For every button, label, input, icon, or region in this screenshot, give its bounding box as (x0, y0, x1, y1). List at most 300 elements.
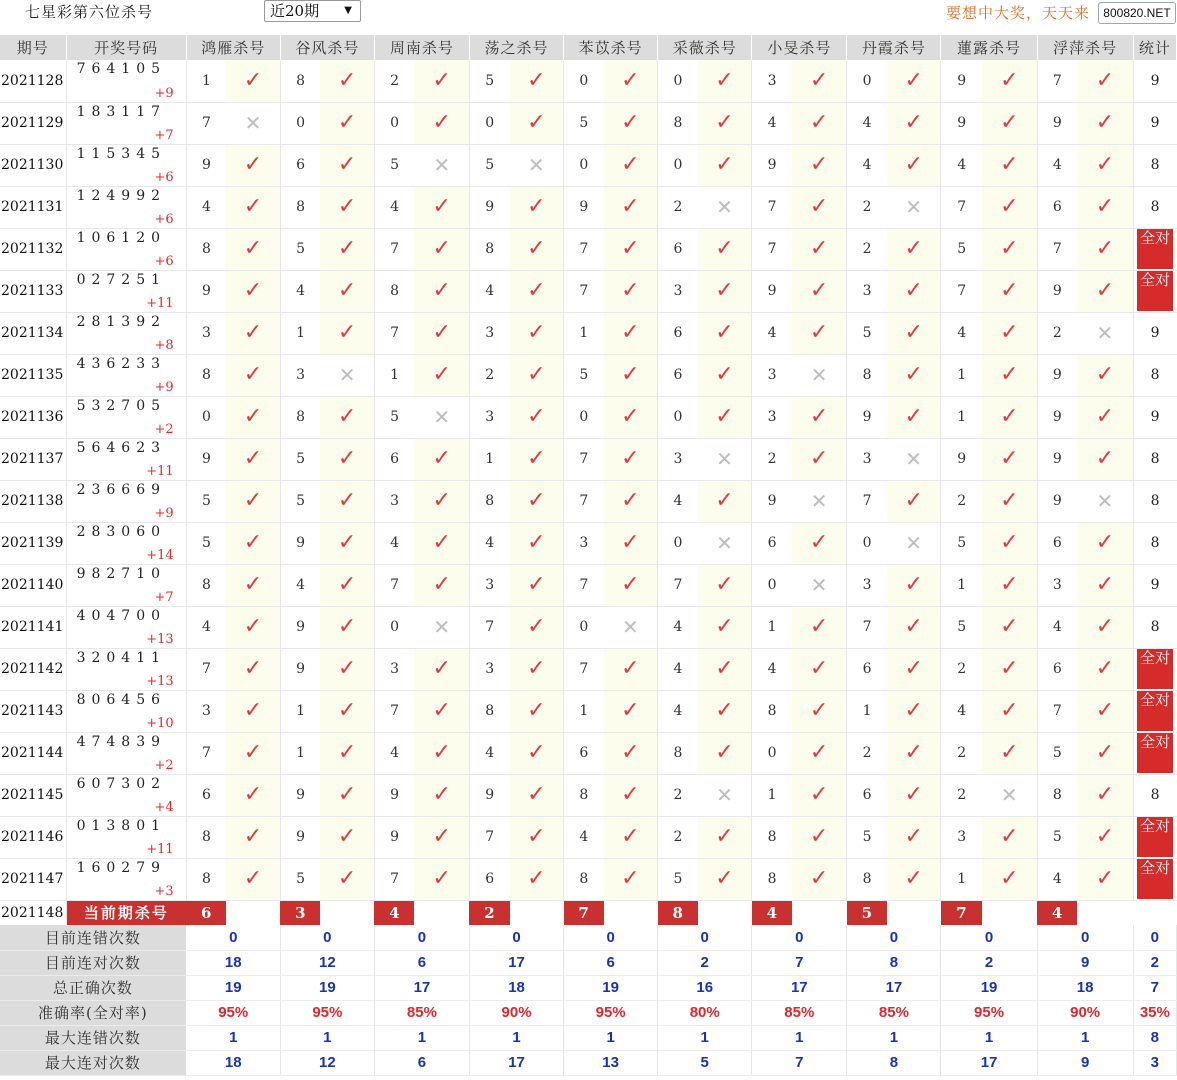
result-mark (320, 648, 374, 690)
check-mark-icon: ✓ (432, 656, 451, 681)
result-mark (887, 480, 941, 522)
kill-number: 3 (658, 438, 698, 480)
check-mark-icon: ✓ (1000, 866, 1019, 891)
kill-number: 4 (469, 270, 509, 312)
kill-number: 4 (186, 186, 226, 228)
kill-number: 5 (564, 102, 604, 144)
check-mark-icon: ✓ (1000, 488, 1019, 513)
period-number: 2021144 (0, 732, 66, 774)
result-mark (698, 690, 752, 732)
check-mark-icon: ✓ (432, 740, 451, 765)
check-mark-icon: ✓ (1095, 530, 1115, 555)
kill-number: 9 (469, 186, 509, 228)
result-mark (698, 606, 752, 648)
kill-number: 3 (847, 564, 887, 606)
result-mark (414, 186, 469, 228)
column-header: 浮萍杀号 (1037, 35, 1133, 60)
result-mark (792, 648, 847, 690)
result-mark (698, 858, 752, 900)
check-mark-icon: ✓ (1095, 740, 1115, 765)
result-mark (792, 270, 847, 312)
result-mark (698, 732, 752, 774)
check-mark-icon: ✓ (621, 236, 640, 261)
stat-value: 95% (941, 1000, 1037, 1025)
check-mark-icon: ✓ (809, 824, 829, 849)
all-correct-badge: 全对 (1137, 733, 1173, 773)
result-mark (320, 396, 374, 438)
result-mark (510, 732, 564, 774)
kill-number: 1 (374, 354, 414, 396)
result-mark (604, 732, 658, 774)
period-number: 2021130 (0, 144, 66, 186)
kill-number: 0 (658, 522, 698, 564)
result-mark (226, 690, 280, 732)
result-mark (1077, 858, 1133, 900)
result-mark (604, 60, 658, 102)
cross-mark-icon: ✕ (1000, 782, 1018, 807)
result-mark (510, 144, 564, 186)
stat-value: 6 (374, 1050, 469, 1075)
check-mark-icon: ✓ (715, 67, 734, 93)
result-mark (887, 144, 941, 186)
kill-number: 4 (469, 732, 509, 774)
row-stat: 8 (1133, 144, 1176, 186)
draw-digits: 806456 (76, 691, 167, 708)
kill-number: 3 (280, 354, 320, 396)
result-mark (982, 270, 1037, 312)
current-kill-label: 当前期杀号 (66, 900, 186, 925)
kill-number: 7 (658, 564, 698, 606)
stat-value: 2 (658, 950, 752, 975)
kill-number: 8 (280, 60, 320, 102)
check-mark-icon: ✓ (715, 320, 734, 345)
result-mark (226, 648, 280, 690)
kill-number: 6 (847, 774, 887, 816)
result-mark (320, 816, 374, 858)
check-mark-icon: ✓ (621, 824, 640, 849)
draw-sum: +13 (146, 673, 174, 689)
result-mark (887, 816, 941, 858)
result-mark (887, 732, 941, 774)
stat-value: 1 (658, 1025, 752, 1050)
check-mark-icon: ✓ (1095, 110, 1115, 135)
draw-numbers (66, 396, 186, 438)
check-mark-icon: ✓ (243, 404, 263, 429)
check-mark-icon: ✓ (527, 824, 546, 849)
kill-number: 8 (186, 354, 226, 396)
period-number: 2021133 (0, 270, 66, 312)
column-header: 开奖号码 (66, 35, 186, 60)
check-mark-icon: ✓ (1000, 404, 1019, 429)
kill-number: 1 (752, 606, 792, 648)
draw-digits: 532705 (76, 397, 167, 414)
check-mark-icon: ✓ (1095, 866, 1115, 891)
stat-value: 0 (1037, 925, 1133, 950)
check-mark-icon: ✓ (621, 866, 640, 891)
kill-number: 0 (280, 102, 320, 144)
kill-number: 5 (374, 396, 414, 438)
current-kill-spacer (792, 900, 847, 925)
result-mark (698, 60, 752, 102)
kill-number: 2 (374, 60, 414, 102)
check-mark-icon: ✓ (527, 656, 546, 681)
check-mark-icon: ✓ (432, 67, 451, 93)
result-mark (792, 690, 847, 732)
check-mark-icon: ✓ (527, 278, 546, 303)
check-mark-icon: ✓ (904, 488, 923, 513)
table-row (0, 816, 1177, 858)
kill-number: 4 (1037, 858, 1077, 900)
kill-number: 7 (469, 816, 509, 858)
check-mark-icon: ✓ (621, 530, 640, 555)
draw-digits: 027251 (76, 271, 167, 288)
row-stat: 8 (1133, 606, 1176, 648)
kill-number: 4 (374, 186, 414, 228)
kill-number: 0 (658, 60, 698, 102)
kill-number: 1 (564, 312, 604, 354)
period-number: 2021143 (0, 690, 66, 732)
check-mark-icon: ✓ (809, 404, 829, 429)
draw-digits: 106120 (76, 229, 167, 246)
draw-digits: 124992 (76, 187, 167, 204)
draw-sum: +14 (146, 547, 174, 563)
kill-number: 7 (752, 186, 792, 228)
kill-number: 5 (564, 354, 604, 396)
kill-number: 6 (658, 354, 698, 396)
check-mark-icon: ✓ (715, 488, 734, 513)
stat-value: 19 (564, 975, 658, 1000)
kill-number: 5 (280, 858, 320, 900)
kill-number: 6 (469, 858, 509, 900)
draw-sum: +6 (154, 169, 174, 185)
kill-number: 9 (1037, 396, 1077, 438)
site-badge[interactable]: 800820.NET (1098, 2, 1176, 24)
result-mark (792, 438, 847, 480)
check-mark-icon: ✓ (904, 698, 923, 723)
draw-numbers (66, 732, 186, 774)
stat-value: 19 (280, 975, 374, 1000)
kill-number: 6 (1037, 186, 1077, 228)
draw-digits: 436233 (76, 355, 167, 372)
kill-number: 8 (469, 690, 509, 732)
row-stat (1133, 732, 1176, 774)
stat-value: 17 (374, 975, 469, 1000)
kill-number: 9 (752, 270, 792, 312)
current-kill-number: 6 (186, 900, 226, 925)
check-mark-icon: ✓ (1095, 278, 1115, 303)
kill-number: 6 (658, 312, 698, 354)
result-mark (792, 186, 847, 228)
result-mark (414, 774, 469, 816)
kill-number: 8 (186, 228, 226, 270)
kill-number: 7 (564, 480, 604, 522)
kill-number: 3 (752, 60, 792, 102)
kill-number: 0 (658, 144, 698, 186)
kill-number: 8 (847, 858, 887, 900)
kill-number: 4 (752, 648, 792, 690)
check-mark-icon: ✓ (904, 404, 923, 429)
stat-value: 9 (1037, 950, 1133, 975)
result-mark (320, 774, 374, 816)
check-mark-icon: ✓ (337, 698, 357, 723)
check-mark-icon: ✓ (1095, 698, 1115, 723)
result-mark (414, 396, 469, 438)
result-mark (226, 354, 280, 396)
result-mark (226, 270, 280, 312)
kill-number: 1 (469, 438, 509, 480)
result-mark (982, 606, 1037, 648)
check-mark-icon: ✓ (337, 67, 357, 93)
kill-number: 5 (941, 522, 982, 564)
check-mark-icon: ✓ (527, 320, 546, 345)
check-mark-icon: ✓ (527, 67, 546, 93)
check-mark-icon: ✓ (243, 698, 263, 723)
kill-number: 3 (469, 396, 509, 438)
check-mark-icon: ✓ (621, 698, 640, 723)
check-mark-icon: ✓ (1000, 110, 1019, 135)
check-mark-icon: ✓ (527, 446, 546, 471)
table-row (0, 522, 1177, 564)
result-mark (698, 144, 752, 186)
result-mark (698, 522, 752, 564)
check-mark-icon: ✓ (243, 194, 263, 219)
kill-number: 4 (280, 270, 320, 312)
draw-sum: +6 (154, 253, 174, 269)
stat-value: 1 (941, 1025, 1037, 1050)
kill-number: 5 (186, 522, 226, 564)
check-mark-icon: ✓ (243, 362, 263, 387)
draw-numbers (66, 690, 186, 732)
kill-number: 3 (469, 312, 509, 354)
kill-number: 5 (847, 312, 887, 354)
cross-mark-icon: ✕ (716, 446, 733, 471)
check-mark-icon: ✓ (715, 824, 734, 849)
check-mark-icon: ✓ (809, 698, 829, 723)
draw-numbers (66, 522, 186, 564)
result-mark (604, 312, 658, 354)
stat-label: 目前连对次数 (0, 950, 186, 975)
check-mark-icon: ✓ (809, 614, 829, 639)
kill-number: 9 (1037, 354, 1077, 396)
kill-number: 9 (941, 102, 982, 144)
result-mark (1077, 522, 1133, 564)
draw-sum: +2 (154, 421, 174, 437)
result-mark (982, 522, 1037, 564)
kill-number: 6 (752, 522, 792, 564)
draw-sum: +9 (154, 505, 174, 521)
table-row (0, 60, 1177, 102)
period-range-select[interactable] (264, 0, 361, 22)
column-header: 采薇杀号 (658, 35, 752, 60)
kill-number: 6 (374, 438, 414, 480)
current-kill-spacer (414, 900, 469, 925)
draw-digits: 183117 (76, 103, 167, 120)
table-row (0, 606, 1177, 648)
check-mark-icon: ✓ (243, 572, 263, 597)
draw-numbers (66, 270, 186, 312)
check-mark-icon: ✓ (904, 614, 923, 639)
kill-number: 1 (564, 690, 604, 732)
kill-number: 5 (280, 438, 320, 480)
result-mark (604, 858, 658, 900)
check-mark-icon: ✓ (1000, 194, 1019, 219)
check-mark-icon: ✓ (243, 530, 263, 555)
result-mark (982, 480, 1037, 522)
draw-sum: +8 (154, 337, 174, 353)
check-mark-icon: ✓ (621, 572, 640, 597)
result-mark (604, 690, 658, 732)
column-header: 周南杀号 (374, 35, 469, 60)
period-number: 2021139 (0, 522, 66, 564)
check-mark-icon: ✓ (904, 782, 923, 807)
result-mark (887, 774, 941, 816)
cross-mark-icon: ✕ (905, 446, 923, 471)
check-mark-icon: ✓ (527, 740, 546, 765)
check-mark-icon: ✓ (432, 488, 451, 513)
result-mark (698, 396, 752, 438)
kill-number: 4 (186, 606, 226, 648)
period-number: 2021132 (0, 228, 66, 270)
current-kill-spacer (698, 900, 752, 925)
result-mark (604, 606, 658, 648)
stat-label: 最大连对次数 (0, 1050, 186, 1075)
result-mark (698, 480, 752, 522)
kill-number: 7 (564, 648, 604, 690)
result-mark (226, 102, 280, 144)
result-mark (698, 648, 752, 690)
stat-value: 1 (847, 1025, 941, 1050)
result-mark (604, 480, 658, 522)
column-header: 鸿雁杀号 (186, 35, 280, 60)
kill-number: 4 (564, 816, 604, 858)
kill-number-table (0, 35, 1177, 1076)
row-stat: 8 (1133, 354, 1176, 396)
result-mark (1077, 228, 1133, 270)
kill-number: 7 (186, 102, 226, 144)
result-mark (792, 774, 847, 816)
kill-number: 7 (564, 438, 604, 480)
check-mark-icon: ✓ (432, 236, 451, 261)
kill-number: 8 (186, 816, 226, 858)
check-mark-icon: ✓ (1095, 656, 1115, 681)
stat-value: 0 (186, 925, 280, 950)
stat-value: 1 (469, 1025, 563, 1050)
draw-numbers (66, 186, 186, 228)
result-mark (414, 732, 469, 774)
kill-number: 2 (847, 732, 887, 774)
kill-number: 0 (752, 564, 792, 606)
check-mark-icon: ✓ (1095, 67, 1115, 93)
check-mark-icon: ✓ (432, 782, 451, 807)
stat-value: 18 (186, 1050, 280, 1075)
result-mark (320, 438, 374, 480)
check-mark-icon: ✓ (243, 824, 263, 849)
kill-number: 5 (280, 480, 320, 522)
draw-sum: +7 (154, 589, 174, 605)
draw-digits: 564623 (76, 439, 167, 456)
check-mark-icon: ✓ (904, 152, 923, 177)
result-mark (982, 816, 1037, 858)
check-mark-icon: ✓ (715, 740, 734, 765)
cross-mark-icon: ✕ (527, 152, 545, 177)
result-mark (226, 732, 280, 774)
kill-number: 7 (941, 186, 982, 228)
draw-sum: +7 (154, 127, 174, 143)
check-mark-icon: ✓ (527, 194, 546, 219)
kill-number: 0 (752, 732, 792, 774)
period-number: 2021142 (0, 648, 66, 690)
current-kill-spacer (887, 900, 941, 925)
draw-digits: 160279 (76, 859, 167, 876)
check-mark-icon: ✓ (337, 782, 357, 807)
result-mark (320, 228, 374, 270)
kill-number: 8 (469, 480, 509, 522)
result-mark (982, 648, 1037, 690)
kill-number: 2 (752, 438, 792, 480)
result-mark (226, 186, 280, 228)
kill-number: 0 (564, 144, 604, 186)
draw-sum: +3 (154, 883, 174, 899)
column-header: 苯苡杀号 (564, 35, 658, 60)
check-mark-icon: ✓ (243, 152, 263, 177)
draw-numbers (66, 354, 186, 396)
check-mark-icon: ✓ (243, 236, 263, 261)
cross-mark-icon: ✕ (622, 614, 639, 639)
stat-label: 准确率(全对率) (0, 1000, 186, 1025)
current-kill-row (0, 900, 1177, 925)
result-mark (510, 438, 564, 480)
table-row (0, 732, 1177, 774)
result-mark (792, 858, 847, 900)
check-mark-icon: ✓ (337, 110, 357, 135)
cross-mark-icon: ✕ (1096, 320, 1114, 345)
check-mark-icon: ✓ (1000, 236, 1019, 261)
kill-number: 9 (1037, 102, 1077, 144)
result-mark (320, 102, 374, 144)
check-mark-icon: ✓ (432, 572, 451, 597)
result-mark (698, 816, 752, 858)
result-mark (320, 606, 374, 648)
check-mark-icon: ✓ (527, 572, 546, 597)
check-mark-icon: ✓ (809, 278, 829, 303)
cross-mark-icon: ✕ (810, 362, 828, 387)
kill-number: 9 (280, 648, 320, 690)
stat-row (0, 1050, 1177, 1075)
result-mark (510, 522, 564, 564)
draw-digits: 236669 (76, 481, 167, 498)
kill-number: 6 (847, 648, 887, 690)
result-mark (1077, 774, 1133, 816)
slogan-banner: 要想中大奖，天天来 (946, 4, 1091, 22)
check-mark-icon: ✓ (527, 866, 546, 891)
result-mark (887, 270, 941, 312)
kill-number: 4 (941, 312, 982, 354)
check-mark-icon: ✓ (243, 446, 263, 471)
table-row (0, 690, 1177, 732)
kill-number: 4 (1037, 144, 1077, 186)
result-mark (320, 312, 374, 354)
stat-value: 0 (564, 925, 658, 950)
current-kill-spacer (510, 900, 564, 925)
result-mark (982, 858, 1037, 900)
check-mark-icon: ✓ (809, 740, 829, 765)
cross-mark-icon: ✕ (716, 194, 733, 219)
kill-number: 9 (186, 438, 226, 480)
check-mark-icon: ✓ (715, 614, 734, 639)
draw-numbers (66, 606, 186, 648)
check-mark-icon: ✓ (809, 782, 829, 807)
result-mark (414, 144, 469, 186)
